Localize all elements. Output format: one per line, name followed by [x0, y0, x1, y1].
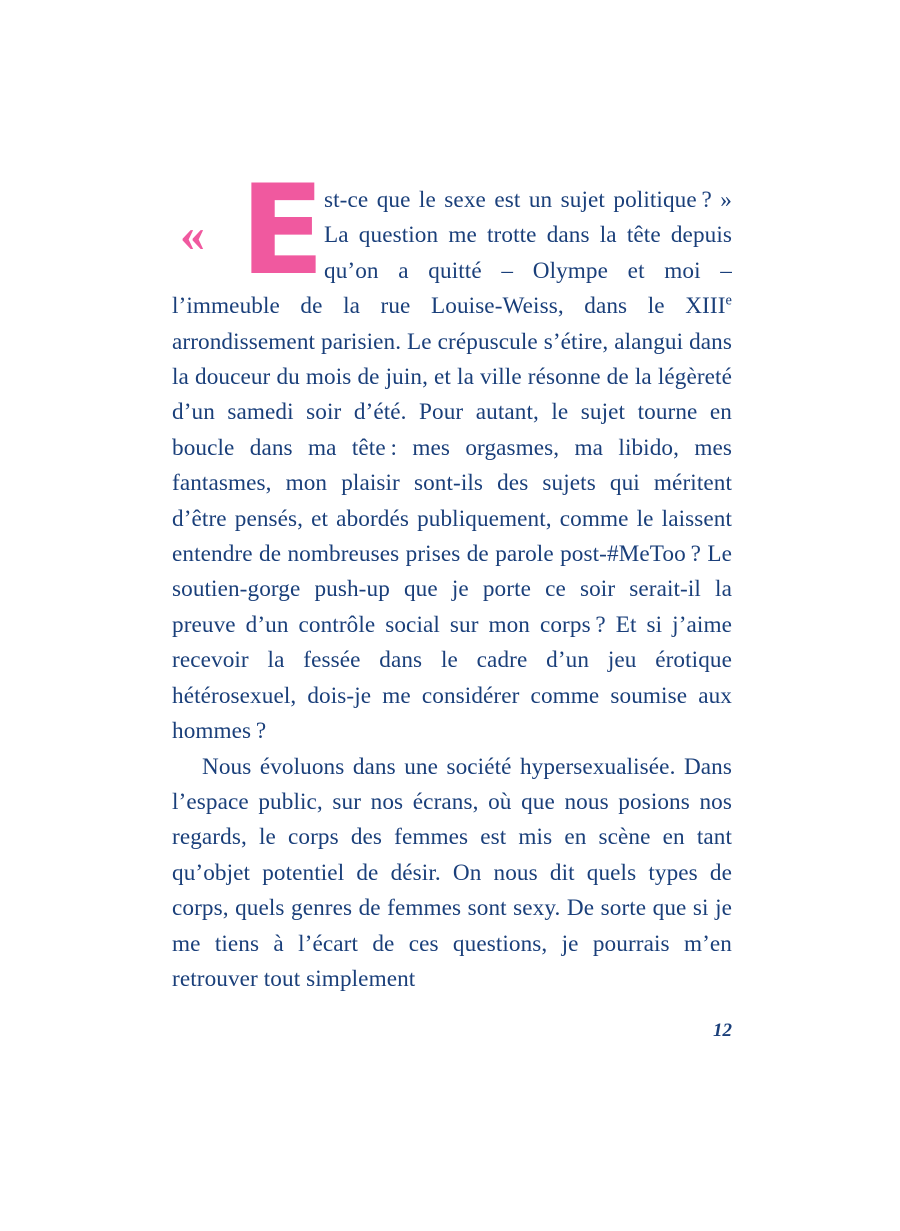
- paragraph-2: Nous évoluons dans une société hypersexualisée. Dans l’espace public, sur nos écrans, où que nous posions nos regards, le corps des femmes est mis en scène en tant qu’objet potentiel de désir. On nous dit quels types de corps, quels genres de femmes sont sexy. De sorte que si je me tiens à l’écart de ces questions, je pourrais m’en retrouver tout simplement: [172, 753, 732, 992]
- drop-cap-cluster: [172, 159, 325, 303]
- drop-cap-letter: E: [240, 159, 325, 303]
- opening-guillemets-glyph: «: [180, 206, 201, 262]
- page-text-block: [172, 159, 732, 997]
- ordinal-superscript: e: [725, 292, 732, 309]
- page-number: 12: [713, 1020, 732, 1041]
- paragraph-1: [172, 159, 732, 750]
- paragraph-1-lead: st-ce que le sexe est un sujet politique ? » La question me trotte dans la tête depuis qu’on a quitté – Olympe et moi – l’immeuble de la rue Louise-Weiss, dans le XIII: [172, 187, 732, 320]
- paragraph-1-rest: arrondissement parisien. Le crépuscule s’étire, alangui dans la douceur du mois de juin, et la ville résonne de la légèreté d’un samedi soir d’été. Pour autant, le sujet tourne en boucle dans ma tête : mes orgasmes, ma libido, mes fantasmes, mon plaisir sont-ils des sujets qui méritent d’être pensés, et abordés publiquement, comme le laissent entendre de nombreuses prises de parole post-#MeToo ? Le soutien-gorge push-up que je porte ce soir serait-il la preuve d’un contrôle social sur mon corps ? Et si j’aime recevoir la fessée dans le cadre d’un jeu érotique hétérosexuel, dois-je me considérer comme soumise aux hommes ?: [172, 328, 732, 745]
